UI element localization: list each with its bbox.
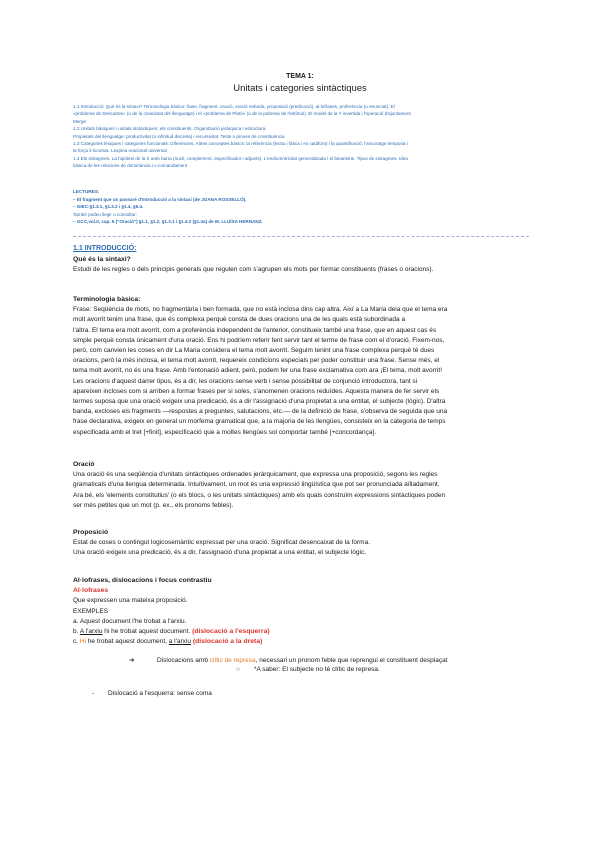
toc-line: 1.3 Categories lèxiques i categories funcionals. Diferències. Altres conceptes bàsics: la referència (lectiu i fàtica i ex catàfora) i la quantificació; l'ancoratge temporal i xyxy=(73,141,408,147)
que-es-block xyxy=(73,255,529,275)
toc-line: la força il·locutiva. Lexpina oracional universal xyxy=(73,148,167,154)
dash-bullet-item xyxy=(92,690,212,697)
arrow-text-pre: Dislocacions amb xyxy=(157,657,210,664)
example-a: a. Aquest document l'he trobat a l'arxiu. xyxy=(73,617,187,625)
paragraph-line: Una oració exigeix una predicació, és a dir, l'assignació d'una propietat a una entitat, el subjecte lògic. xyxy=(73,549,366,557)
example-c xyxy=(73,637,529,647)
table-of-contents xyxy=(73,103,533,170)
example-c-tag: (dislocació a la dreta) xyxy=(190,638,263,646)
arrow-text-post: , necessari un pronom feble que reprengui el constituent desplaçat xyxy=(255,657,448,664)
paragraph-line: banda, excloses els fragments —respostes a preguntes, salutacions, etc.— de la definició de frase, s'observa de seguida que una xyxy=(73,408,448,416)
circle-bullet-item xyxy=(236,666,380,673)
paragraph-line: Una oració és una seqüència d'unitats sintàctiques ordenades jeràrquicament, que expressa una proposició, segons les regles xyxy=(73,471,438,479)
dash-bullet-icon: - xyxy=(92,690,95,697)
arrow-bullet-item xyxy=(129,656,448,664)
definition-text: Que expressen una mateixa proposició. xyxy=(73,597,188,605)
section-heading-introduccio: 1.1 INTRODUCCIÓ: xyxy=(73,245,137,252)
circle-text: *A saber: El subjecte no té clític de represa. xyxy=(254,666,380,673)
paragraph-line: oracions, però la més inclosa, el tema molt avorrit, requereix condicions especials per poder constituir una frase. Sense més, el xyxy=(73,357,440,365)
example-b-tag: (dislocació a l'esquerra) xyxy=(192,628,270,636)
dash-text: Dislocació a l'esquerra: sense coma xyxy=(108,690,212,697)
paragraph-line: Estat de coses o contingut logicosemàntic expressat per una oració. Significat desencaixat de la forma. xyxy=(73,539,370,547)
readings-heading: LECTURES: xyxy=(73,189,100,194)
toc-line: Propietats del llenguatge: productivitat (o infinitud discreta) i recursivitat. Tests o proves de constituència xyxy=(73,133,285,139)
paragraph-line: simple perquè consta únicament d'una oració. Ens hi podríem referir fent servir tant el terme de frase com el d'oració. Fixem-nos, xyxy=(73,336,445,344)
paragraph-line: Ara bé, els 'elements constitutius' (o els blocs, o les unitats sintàctiques) amb els quals construïm expressions sintàctiques poden xyxy=(73,491,446,499)
toc-line: Merge xyxy=(73,118,87,124)
toc-line: 1.4 Els sintagmes. La hipòtesi de la X amb barra (nucli, complement, especificador i adjunts). L'endocentricitat generalitzada i el binarisme. Tipus de sintagmes. Idea xyxy=(73,155,408,161)
example-c-prefix: c. xyxy=(73,638,80,646)
page-title: Unitats i categories sintàctiques xyxy=(233,83,367,94)
toc-line: 1.2 Unitats bàsiques i unitats sintàctiques: els constituents. Organització jeràrquica i estructura. xyxy=(73,126,267,132)
paragraph: Estudi de les regles o dels principis generals que regulen com s'agrupen els mots per formar constituents (frases o oracions). xyxy=(73,266,434,274)
example-b-dislocated: A l'arxiu xyxy=(79,628,103,636)
example-c-dislocated: a l'arxiu xyxy=(168,638,191,646)
paragraph-line: Frase: Seqüència de mots, no fragmentària i ben formada, que no està inclosa dins cap altra. Així a La Maria deia que el tema era xyxy=(73,306,448,314)
reading-item: – GIEC:§1.3.1, §1.3.2 i §1.4, §6.4. xyxy=(73,204,144,209)
section-divider xyxy=(73,236,529,237)
examples-label: EXEMPLES xyxy=(73,607,109,615)
paragraph-line: l'altra. El tema era molt avorrit, com a proferència independent de l'anterior, constitueix també una frase, que en aquest cas és xyxy=(73,326,437,334)
heading-proposicio: Proposició xyxy=(73,529,109,536)
reading-item: – El fragment que us passaré d'Introducció a la sintaxi (de JOANA ROSSELLÓ). xyxy=(73,196,247,202)
paragraph-line: frase declarativa, exigeix en general un morfema gramatical que, a la majoria de les llengües, consisteix en la categoria de temps xyxy=(73,418,446,426)
proposicio-block xyxy=(73,528,529,559)
paragraph-line: Les oracions d'aquest darrer tipus, és a dir, les oracions sense verb i sense possibilitat de conjunció introductora, tant si xyxy=(73,377,418,385)
terminologia-block xyxy=(73,295,529,438)
toc-line: bàsica de les relacions de dominància i c-comandament xyxy=(73,163,188,169)
readings-block xyxy=(73,188,533,226)
example-b xyxy=(73,627,529,637)
example-b-prefix: b. xyxy=(73,628,80,636)
alofrases-block xyxy=(73,576,529,647)
paragraph-line: termes suposa que una oració exigeix una predicació, és a dir l'assignació d'una propietat a una entitat, el subjecte (lògic). D'altra xyxy=(73,398,446,406)
paragraph-line: tema molt avorrit, no és una frase. Amb l'entonació adient, però, podem fer una frase exclamativa com ara ¡El tema, molt avorrit! xyxy=(73,367,443,375)
topic-number: TEMA 1: xyxy=(286,73,314,80)
example-c-text: he trobat aquest document, xyxy=(86,638,169,646)
paragraph-line: apareixen incloses com si arriben a formar frases per si soles, s'anomenen oracions reduïdes. Aquesta manera de fer servir els xyxy=(73,387,440,395)
heading-que-es-sintaxi: Què és la sintaxi? xyxy=(73,256,131,263)
paragraph-line: especificada amb el tret [+finit], especificació que a moltes llengües sol comportar també [+concordança]. xyxy=(73,428,377,436)
circle-bullet-icon: ○ xyxy=(236,666,240,673)
subheading-alofrases: Al·lofrases xyxy=(73,587,109,595)
paragraph-line: ser més petites que un mot (p. ex., els pronoms febles). xyxy=(73,501,234,509)
clitic-term: clític de represa xyxy=(209,657,256,664)
paragraph-line: gramaticals d'una llengua determinada. Intuïtivament, un mot és una expressió lingüística que pot ser pronunciada aïlladament. xyxy=(73,481,440,489)
oracio-block xyxy=(73,460,529,511)
example-c-clitic: Hi xyxy=(79,638,87,646)
reading-item: – GCC,vol.II, cap. 5 ("Oració") §1.1, §1.2, §1.3.1 i §1.3.2 (§1.4a) de M. LLUÏSA HERNANZ. xyxy=(73,219,263,224)
heading-terminologia: Terminologia bàsica: xyxy=(73,296,141,303)
paragraph-line: molt avorrit tenim una frase, que és complexa perquè consta de dues oracions una de les quals està subordinada a xyxy=(73,316,406,324)
heading-alofrases: Al·lofrases, dislocacions i focus contrastiu xyxy=(73,577,212,584)
paragraph-line: però, com canvien les coses en dir La Maria considera el tema molt avorrit. Seguim tenint una frase complexa perquè té dues xyxy=(73,347,435,355)
example-b-text: hi he trobat aquest document. xyxy=(102,628,193,636)
heading-oracio: Oració xyxy=(73,461,95,468)
reading-item: També podeu llegir o consultar: xyxy=(73,211,137,217)
toc-line: «problema de Descartes» (o de la creativitat del llenguatge) i el «problema de Plató» (o de la pobresa de l'estímul). El model de la Y invertida i l'operació d'ajuntament xyxy=(73,111,411,117)
toc-line: 1.1 Introducció: Què és la sintaxi? Terminologia bàsica: frase, fragment, oració, oració reduïda, proposició (predicació), al·lofrases, proferència (o enunciat). El xyxy=(73,104,395,109)
arrow-right-icon: ➔ xyxy=(129,657,135,664)
